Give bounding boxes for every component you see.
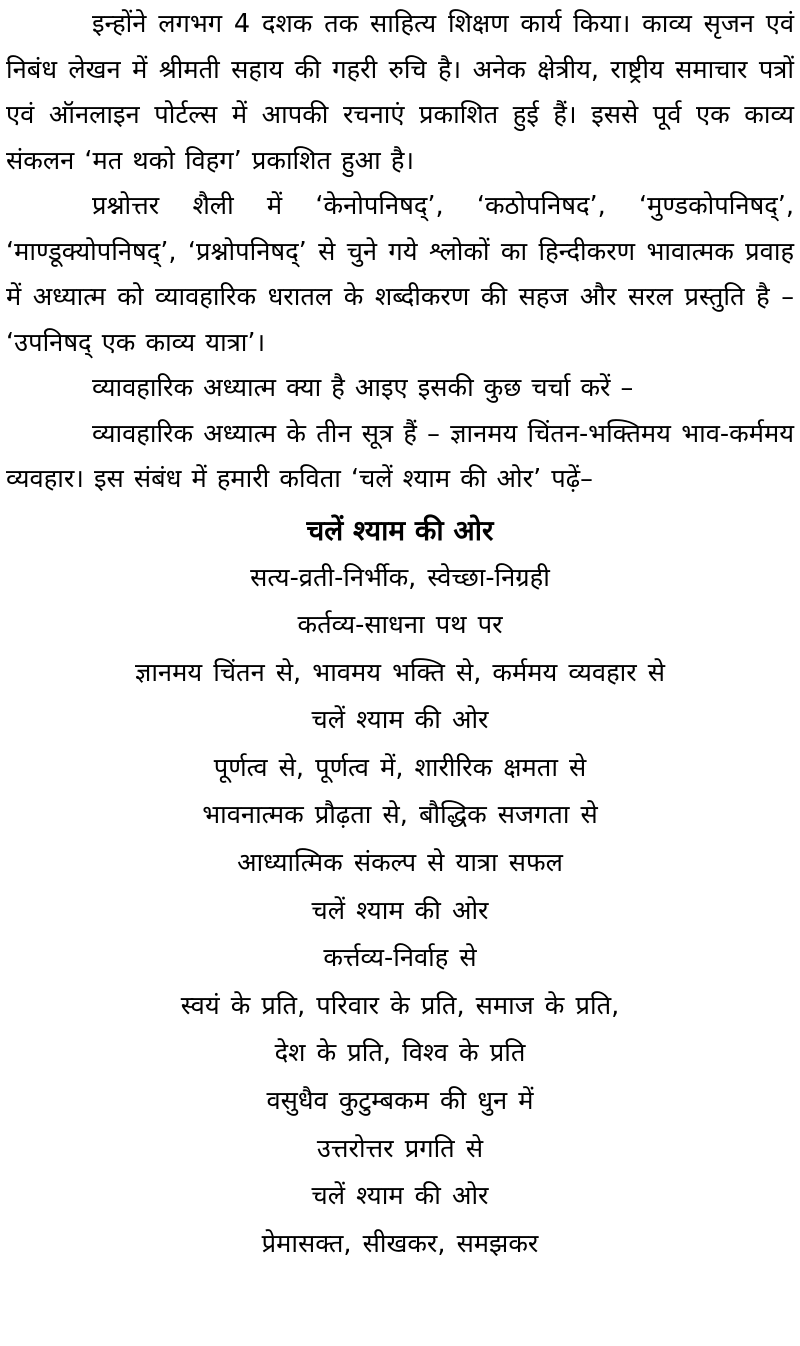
poem-line: पूर्णत्व से, पूर्णत्व में, शारीरिक क्षमता से xyxy=(213,752,587,783)
paragraph-three-sutras: व्यावहारिक अध्यात्म के तीन सूत्र हैं – ज्ञानमय चिंतन-भक्तिमय भाव-कर्ममय व्यवहार। इस संबंध में हमारी कविता ‘चलें श्याम की ओर’ पढ़ें– xyxy=(6,418,794,494)
poem-line: ज्ञानमय चिंतन से, भावमय भक्ति से, कर्ममय व्यवहार से xyxy=(134,657,665,688)
poem-line: चलें श्याम की ओर xyxy=(311,1181,489,1212)
poem-line: प्रेमासक्त, सीखकर, समझकर xyxy=(261,1228,539,1259)
poem-line: चलें श्याम की ओर xyxy=(311,895,489,926)
poem-line: चलें श्याम की ओर xyxy=(311,705,489,736)
poem-line: देश के प्रति, विश्व के प्रति xyxy=(274,1038,526,1069)
poem-line: सत्य-व्रती-निर्भीक, स्वेच्छा-निग्रही xyxy=(250,562,550,593)
paragraph-book-intro: प्रश्नोत्तर शैली में ‘केनोपनिषद्’, ‘कठोपनिषद’, ‘मुण्डकोपनिषद्’, ‘माण्डूक्योपनिषद्’, ‘प्रश्नोपनिषद्’ से चुने गये श्लोकों का हिन्दीकरण भावात्मक प्रवाह में अध्यात्म को व्यावहारिक धरातल के शब्दीकरण की सहज और सरल प्रस्तुति है – ‘उपनिषद् एक काव्य यात्रा’। xyxy=(6,191,794,358)
poem-line: आध्यात्मिक संकल्प से यात्रा सफल xyxy=(237,848,563,879)
poem-line: उत्तरोत्तर प्रगति से xyxy=(316,1133,484,1164)
poem-line: भावनात्मक प्रौढ़ता से, बौद्धिक सजगता से xyxy=(202,800,598,831)
poem-line: कर्तव्य-साधना पथ पर xyxy=(297,610,503,641)
poem-line: स्वयं के प्रति, परिवार के प्रति, समाज के प्रति, xyxy=(180,990,620,1021)
poem xyxy=(6,507,794,1269)
poem-title: चलें श्याम की ओर xyxy=(306,513,494,547)
poem-line: कर्त्तव्य-निर्वाह से xyxy=(323,943,477,974)
paragraph-author-bio: इन्होंने लगभग 4 दशक तक साहित्य शिक्षण कार्य किया। काव्य सृजन एवं निबंध लेखन में श्रीमती सहाय की गहरी रुचि है। अनेक क्षेत्रीय, राष्ट्रीय समाचार पत्रों एवं ऑनलाइन पोर्टल्स में आपकी रचनाएं प्रकाशित हुई हैं। इससे पूर्व एक काव्य संकलन ‘मत थको विहग’ प्रकाशित हुआ है। xyxy=(6,9,794,176)
poem-line: वसुधैव कुटुम्बकम की धुन में xyxy=(266,1086,534,1117)
paragraph-practical-spirituality-question: व्यावहारिक अध्यात्म क्या है आइए इसकी कुछ चर्चा करें – xyxy=(92,373,634,403)
